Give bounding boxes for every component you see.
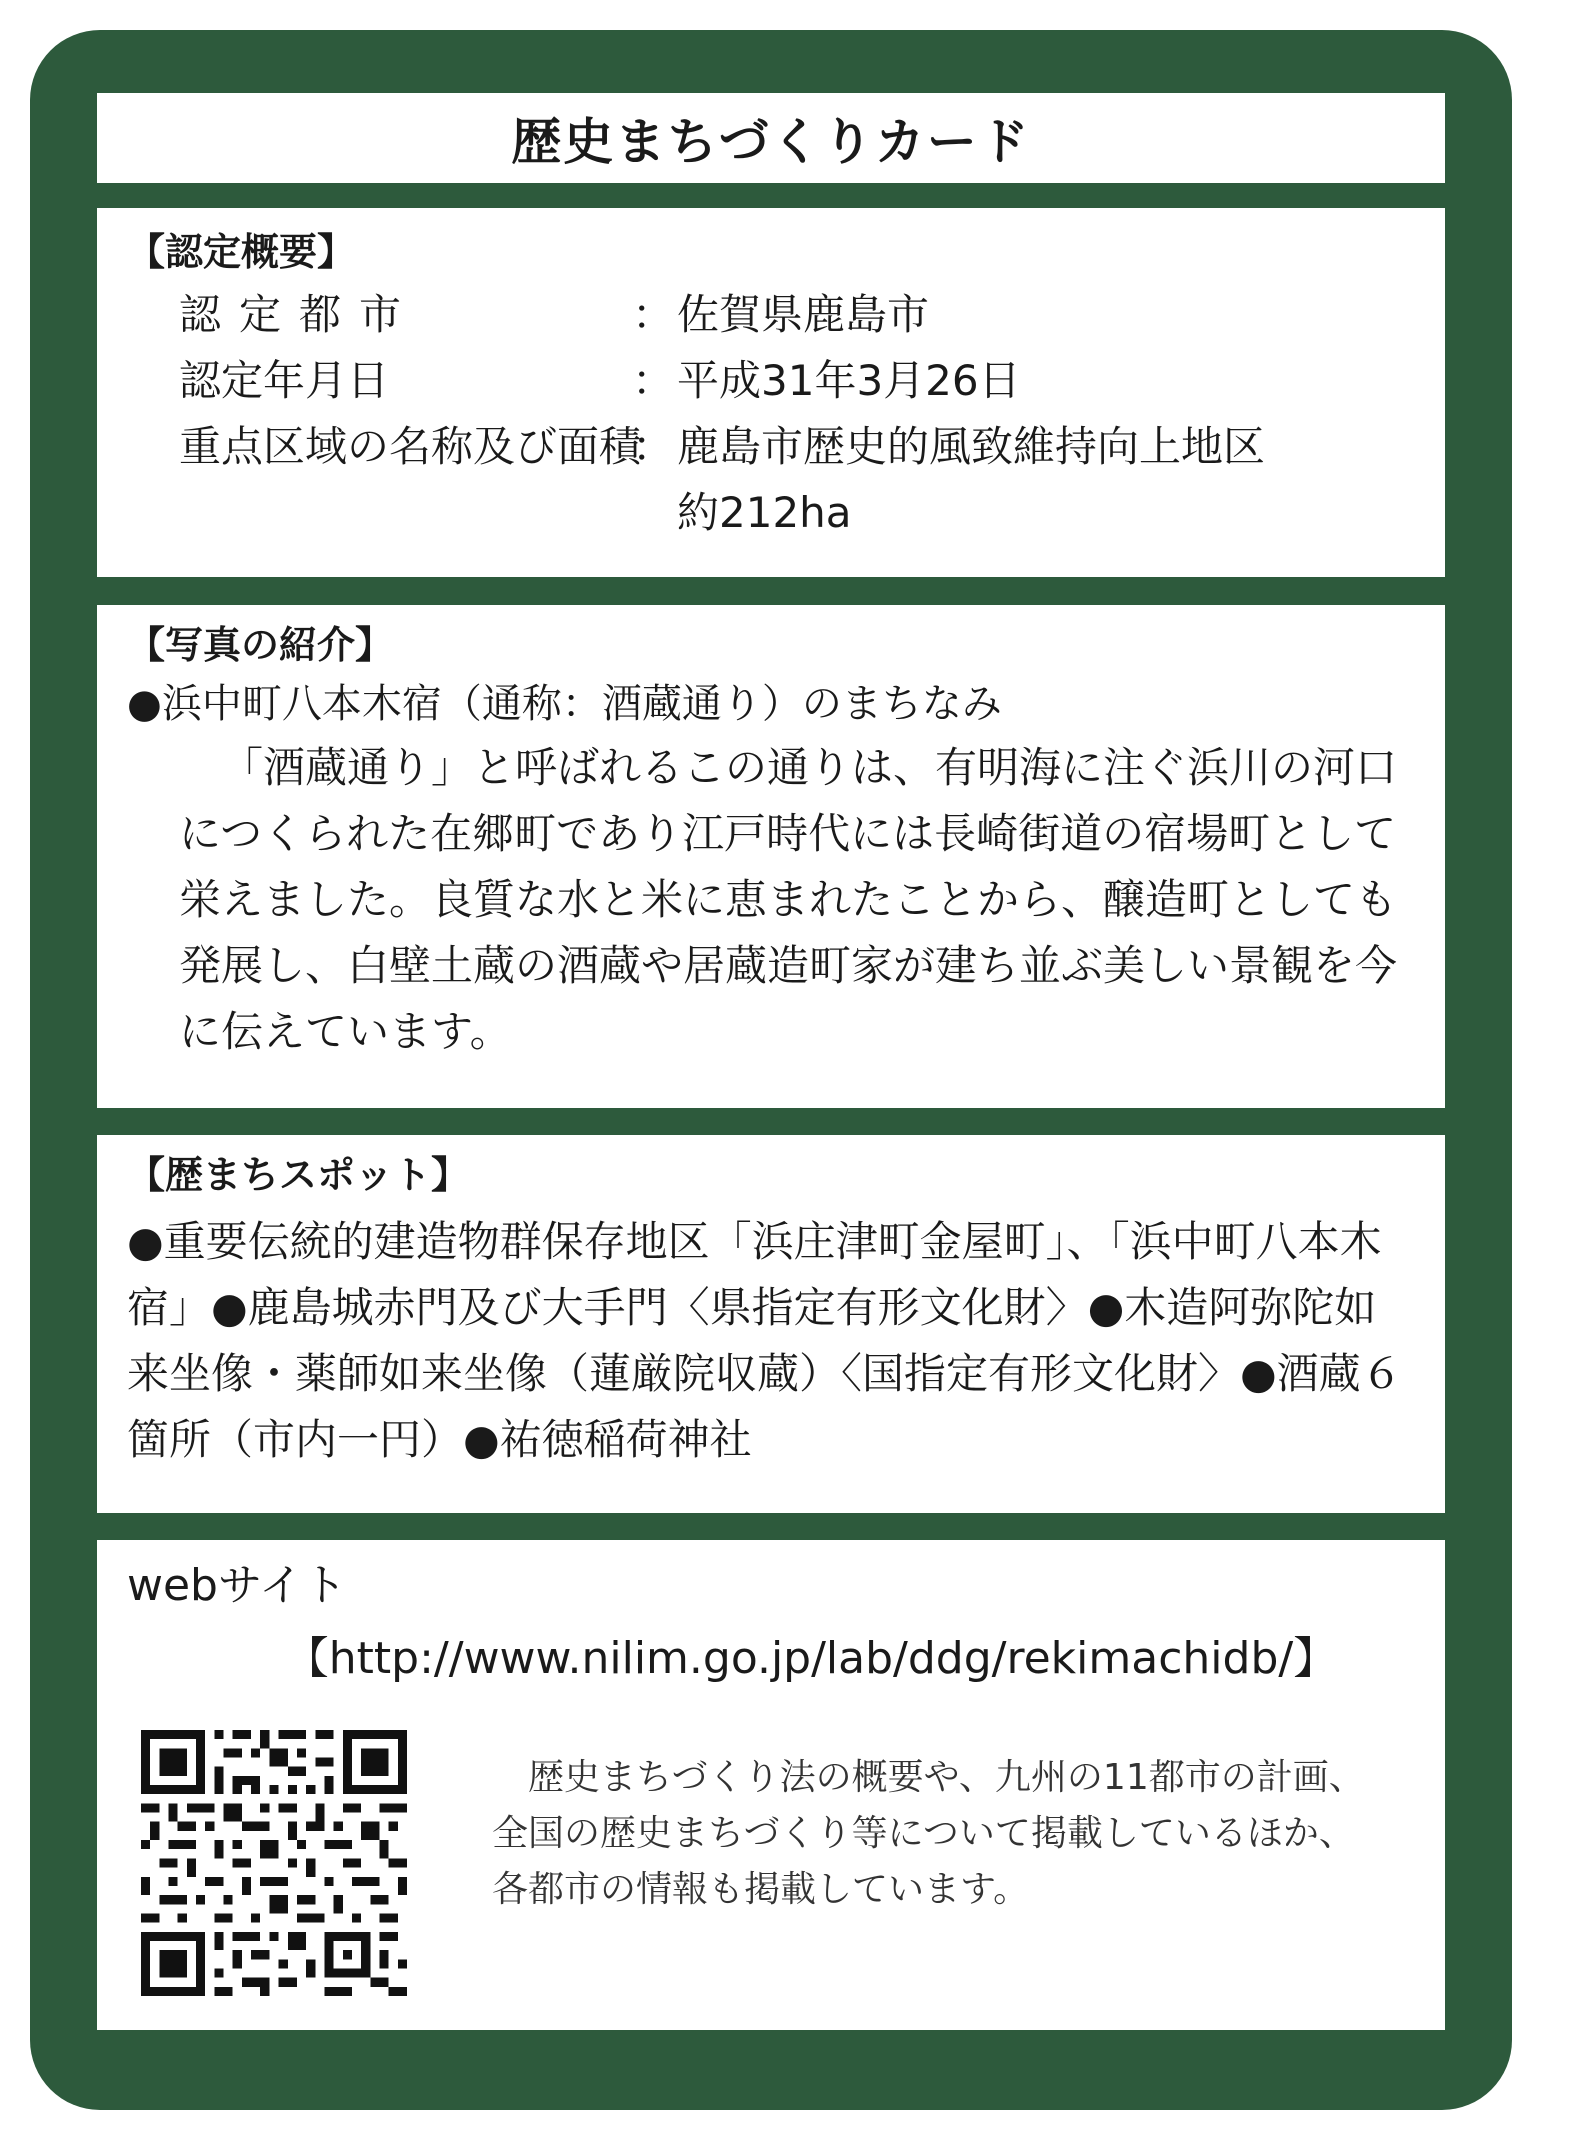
- cert-row-area: [127, 414, 1415, 480]
- website-description-line: 全国の歴史まちづくり等について掲載しているほか、: [492, 1813, 1355, 1854]
- cert-separator: ：: [632, 421, 675, 471]
- cert-row-date: [127, 348, 1415, 414]
- cert-row-city: [127, 282, 1415, 348]
- spots-list: ●重要伝統的建造物群保存地区「浜庄津町金屋町」、「浜中町八本木宿」●鹿島城赤門及び大手門〈県指定有形文化財〉●木造阿弥陀如来坐像・薬師如来坐像（蓮厳院収蔵）〈国指定有形文化財〉●酒蔵６箇所（市内一円）●祐徳稲荷神社: [127, 1216, 1403, 1464]
- certification-panel: [97, 208, 1445, 577]
- cert-value: 佐賀県鹿島市: [677, 289, 930, 339]
- cert-separator: ：: [632, 355, 675, 405]
- card-title: 歴史まちづくりカード: [511, 113, 1031, 171]
- spots-heading: 【歴まちスポット】: [127, 1153, 470, 1197]
- photo-intro-panel: [97, 605, 1445, 1108]
- cert-value: 約212ha: [677, 487, 852, 537]
- website-label: webサイト: [127, 1560, 347, 1611]
- photo-heading: 【写真の紹介】: [127, 623, 394, 667]
- spots-panel: [97, 1135, 1445, 1513]
- website-description-line: 歴史まちづくり法の概要や、九州の11都市の計画、: [528, 1757, 1365, 1798]
- website-description: [492, 1750, 1392, 1918]
- cert-separator: ：: [632, 289, 675, 339]
- cert-label: 認定都市: [179, 289, 420, 339]
- website-description-line: 各都市の情報も掲載しています。: [492, 1869, 1030, 1910]
- photo-description: 「酒蔵通り」と呼ばれるこの通りは、有明海に注ぐ浜川の河口につくられた在郷町であり江戸時代には長崎街道の宿場町として栄えました。良質な水と米に恵まれたことから、醸造町としても発展し、白壁土蔵の酒蔵や居蔵造町家が建ち並ぶ美しい景観を今に伝えています。: [179, 742, 1398, 1056]
- website-panel: [97, 1540, 1445, 2030]
- qr-code-icon: [141, 1730, 407, 1996]
- cert-value: 平成31年3月26日: [677, 355, 1021, 405]
- cert-label: [127, 480, 632, 546]
- cert-value: 鹿島市歴史的風致維持向上地区: [677, 421, 1266, 471]
- photo-subheading: ●浜中町八本木宿（通称：酒蔵通り）のまちなみ: [127, 680, 1002, 727]
- certification-heading: 【認定概要】: [127, 230, 356, 274]
- title-panel: [97, 93, 1445, 183]
- cert-separator: [632, 480, 677, 546]
- website-url-link[interactable]: 【http://www.nilim.go.jp/lab/ddg/rekimachidb/】: [284, 1633, 1338, 1684]
- cert-label: 重点区域の名称及び面積: [179, 421, 642, 471]
- cert-row-area-size: [127, 480, 1415, 546]
- cert-label: 認定年月日: [179, 355, 390, 405]
